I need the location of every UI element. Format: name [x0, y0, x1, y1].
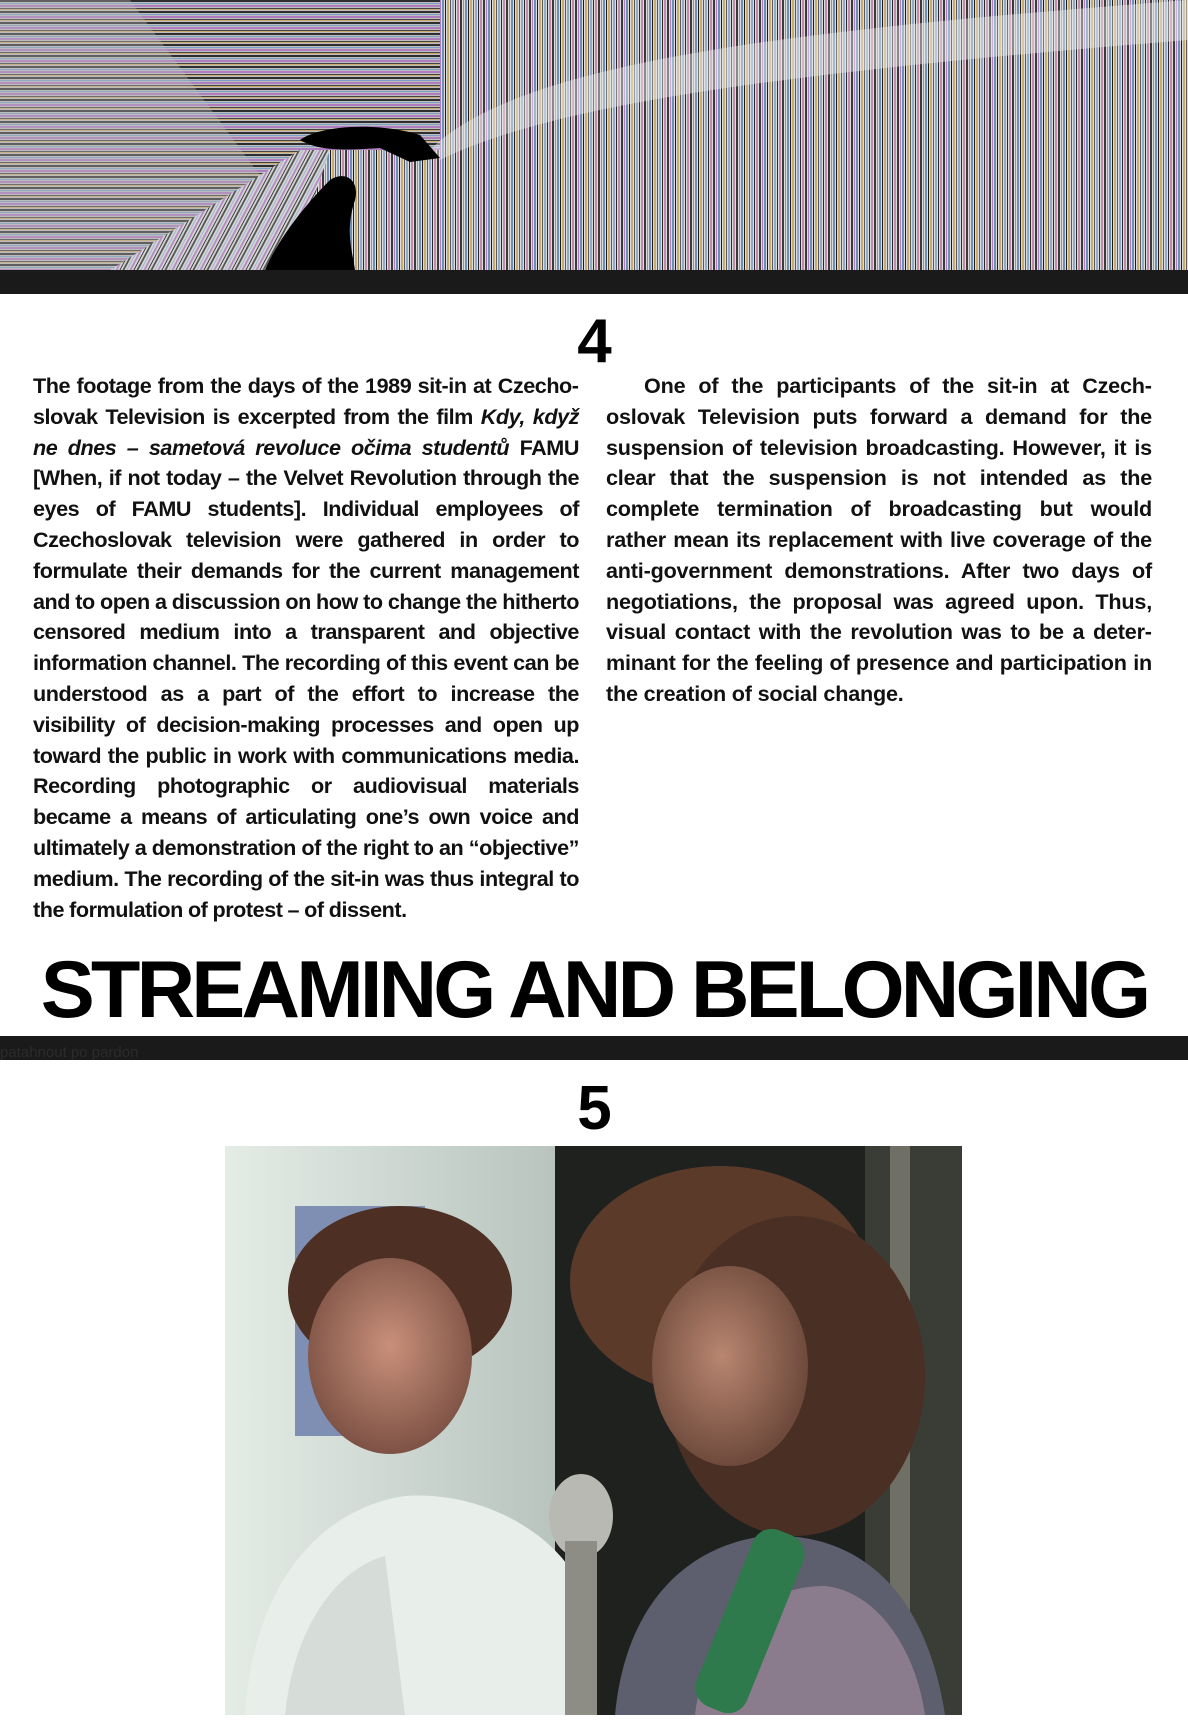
paragraph-text: One of the participants of the sit-in at Czechoslovak Television puts forward a demand for the suspension of television broadcasting. However, it is clear that the suspension is not intended as the complete termination of broadcasting but would rather mean its replacement with live coverage of the anti-government demonstrations. After two days of negotiations, the proposal was agreed upon. Thus, visual contact with the revolution was to be a determinant for the feeling of presence and participation in the creation of social change. [606, 373, 1152, 706]
section-number-5: 5 [577, 1074, 611, 1143]
section-heading: STREAMING AND BELONGING [40, 945, 1148, 1035]
divider-bar [0, 270, 1188, 294]
caption-strip: patahnout po pardon [0, 1044, 139, 1061]
text-column-right [606, 371, 1152, 710]
divider-bar [0, 1036, 1188, 1060]
video-still-image [225, 1146, 962, 1715]
film-title: Kdy, když ne dnes – sametová revoluce očima studentů [33, 403, 579, 460]
glitch-banner-image [0, 0, 1188, 270]
paragraph-text-part2: FAMU [When, if not today – the Velvet Revolution through the eyes of FAMU students]. Individual employees of Czechoslovak television were gathered in order to formulate their demands for the current management and to open a discussion on how to change the hitherto censored medium into a transparent and objective information channel. The recording of this event can be understood as a part of the effort to increase the visibility of decision-making processes and open up toward the public in work with communications media. Recording photographic or audiovisual materials became a means of articulating one’s own voice and ultimately a demonstration of the right to an “objective” medium. The recording of the sit-in was thus integral to the formulation of protest – of dissent. [33, 434, 579, 922]
text-column-left [33, 371, 579, 925]
section-number-4: 4 [577, 307, 611, 376]
paragraph-text-part1: The footage from the days of the 1989 sit-in at Czechoslovak Television is excerpted from the film [33, 373, 579, 429]
